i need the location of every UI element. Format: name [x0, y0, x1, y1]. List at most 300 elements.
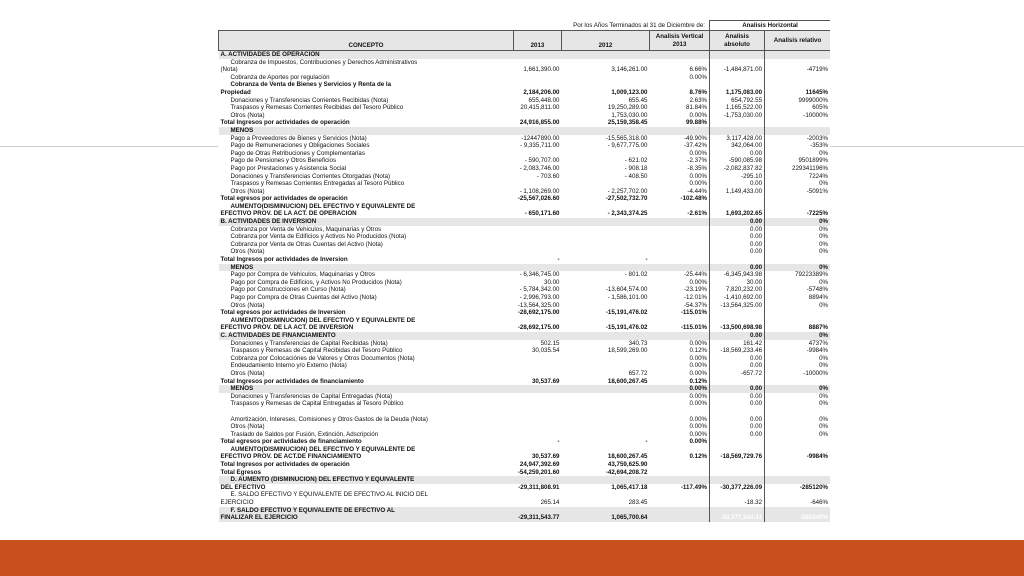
value-2012-cell [562, 279, 650, 287]
absolute-analysis-cell [710, 507, 765, 515]
value-2013-cell: -29,311,808.91 [518, 483, 560, 491]
absolute-analysis-cell [710, 119, 765, 127]
value-2012-cell: - 408.50 [624, 172, 648, 180]
concept-cell: Pago de Otras Retribuciones y Complementarias [230, 149, 365, 157]
value-2012-cell: - 621.02 [624, 157, 648, 165]
value-2012-cell: - 801.02 [624, 271, 648, 279]
relative-analysis-cell: 4737% [765, 340, 830, 348]
table-row [219, 385, 831, 393]
vertical-analysis-cell: 0.00% [650, 385, 710, 393]
relative-analysis-cell [765, 51, 830, 59]
value-2012-cell [562, 355, 650, 363]
concept-cell: Traspasos y Remesas Corrientes Recibidas del Tesoro Público [230, 104, 404, 112]
slide-divider-left [0, 146, 218, 147]
vertical-analysis-cell: -117.49% [680, 483, 708, 491]
value-2013-cell: 30,537.69 [531, 453, 560, 461]
vertical-analysis-cell [650, 408, 710, 416]
relative-analysis-cell: -353% [765, 142, 830, 150]
relative-analysis-cell: 229341196% [765, 165, 830, 173]
relative-analysis-cell: 0% [765, 355, 830, 363]
value-2012-cell [562, 127, 650, 135]
concept-cell: Donaciones y Transferencias de Capital Entregadas (Nota) [230, 392, 393, 400]
vertical-analysis-cell [650, 203, 710, 211]
relative-analysis-cell: 9501899% [765, 157, 830, 165]
value-2012-cell: 1,065,700.64 [562, 514, 650, 522]
period-header-row [219, 21, 831, 31]
absolute-analysis-cell: 0.00 [710, 248, 765, 256]
value-2013-cell [514, 74, 562, 82]
value-2012-cell: 18,600,267.45 [607, 377, 648, 385]
value-2012-cell: -15,565,318.00 [605, 134, 648, 142]
concept-cell: Donaciones y Transferencias Corrientes Recibidas (Nota) [230, 96, 389, 104]
concept-cell: Propiedad [220, 88, 251, 96]
absolute-analysis-cell: 1,693,202.65 [710, 210, 765, 218]
value-2013-cell [514, 233, 562, 241]
value-2013-cell [514, 59, 562, 67]
relative-analysis-cell: -9984% [765, 347, 830, 355]
vertical-analysis-cell [650, 332, 710, 340]
relative-analysis-cell: -5091% [765, 188, 830, 196]
relative-analysis-cell [765, 507, 830, 515]
relative-analysis-cell [765, 461, 830, 469]
value-2013-cell: 655,448.00 [528, 96, 560, 104]
absolute-analysis-cell: 161.42 [710, 340, 765, 348]
absolute-analysis-cell [710, 127, 765, 135]
value-2013-cell: - [557, 438, 560, 446]
concept-cell: Total egresos por actividades de operación [220, 195, 348, 203]
absolute-analysis-cell: 342,064.00 [710, 142, 765, 150]
relative-analysis-cell: -10000% [765, 112, 830, 120]
table-row [219, 514, 831, 522]
value-2013-cell: - 9,335,711.00 [520, 142, 560, 150]
vertical-analysis-cell: -115.01% [680, 309, 708, 317]
vertical-analysis-cell: -23.19% [683, 286, 708, 294]
value-2012-cell: - 2,257,702.00 [607, 187, 648, 195]
absolute-analysis-cell: -13,500,698.98 [710, 324, 765, 332]
concept-cell: EFECTIVO PROV. DE LA ACT. DE INVERSION [220, 324, 354, 332]
relative-analysis-cell: -285045% [765, 514, 830, 522]
vertical-analysis-cell: -8.35% [687, 164, 708, 172]
concept-cell: Otros (Nota) [230, 369, 265, 377]
concept-cell: (Nota) [220, 66, 238, 74]
value-2013-cell: - 5,784,342.00 [519, 286, 560, 294]
table-row [219, 142, 831, 150]
vertical-analysis-cell: 0.00% [689, 149, 708, 157]
absolute-analysis-cell [710, 195, 765, 203]
absolute-analysis-cell [710, 317, 765, 325]
vertical-analysis-cell [650, 476, 710, 484]
vertical-analysis-cell: 0.00% [689, 369, 708, 377]
table-row [219, 81, 831, 89]
value-2012-cell [562, 423, 650, 431]
value-2012-cell [562, 317, 650, 325]
vertical-analysis-cell: -49.90% [683, 134, 708, 142]
value-2012-cell [562, 362, 650, 370]
value-2012-cell [562, 241, 650, 249]
value-2013-cell: -12447890.00 [521, 134, 560, 142]
value-2013-cell: - 1,108,269.00 [519, 187, 560, 195]
absolute-analysis-cell: 0.00 [710, 362, 765, 370]
table-row [219, 453, 831, 461]
concept-cell: Pago de Remuneraciones y Obligaciones Sociales [230, 142, 370, 150]
value-2013-cell: -54,259,201.60 [517, 468, 560, 476]
table-row [219, 469, 831, 477]
table-row [219, 226, 831, 234]
table-row [219, 119, 831, 127]
value-2013-cell [514, 446, 562, 454]
vertical-analysis-cell: 0.00% [689, 111, 708, 119]
concept-cell: D. AUMENTO (DISMINUCION) DEL EFECTIVO Y EQUIVALENTE [219, 476, 514, 484]
table-row [219, 51, 831, 59]
concept-cell: C. ACTIVIDADES DE FINANCIAMIENTO [219, 332, 514, 340]
value-2012-cell: 19,250,289.00 [607, 104, 648, 112]
absolute-analysis-cell: -18,569,729.76 [710, 453, 765, 461]
concept-cell: Pago por Compra de Otras Cuentas del Activo (Nota) [230, 294, 377, 301]
value-2013-cell [514, 476, 562, 484]
relative-analysis-cell: 7224% [765, 173, 830, 181]
concept-cell: Total Ingresos por actividades de operación [220, 461, 350, 469]
vertical-analysis-cell: 0.00% [689, 362, 708, 370]
value-2013-cell: -29,311,543.77 [514, 514, 562, 522]
table-row [219, 203, 831, 211]
absolute-analysis-cell: 0.00 [710, 431, 765, 439]
vertical-analysis-cell [650, 514, 710, 522]
vertical-analysis-cell: 0.00% [689, 278, 708, 286]
absolute-analysis-cell: 0.00 [710, 150, 765, 158]
absolute-analysis-cell: 0.00 [710, 423, 765, 431]
value-2013-cell: 30,537.69 [531, 377, 560, 385]
value-2013-cell [514, 408, 562, 416]
vertical-analysis-cell [650, 499, 710, 507]
concept-cell: Cobranza de Impuestos, Contribuciones y Derechos Administrativos [230, 58, 418, 66]
value-2013-cell: 502.15 [540, 339, 560, 347]
value-2012-cell [562, 150, 650, 158]
relative-analysis-cell: -7225% [765, 210, 830, 218]
value-2013-cell [514, 81, 562, 89]
absolute-analysis-cell: -1,753,030.00 [710, 112, 765, 120]
relative-analysis-cell: 0% [765, 302, 830, 310]
absolute-analysis-cell [710, 309, 765, 317]
concept-cell: AUMENTO(DISMINUCION) DEL EFECTIVO Y EQUIVALENTE DE [230, 202, 416, 210]
value-2012-cell [562, 416, 650, 424]
concept-cell: FINALIZAR EL EJERCICIO [219, 514, 514, 522]
relative-analysis-cell: 0% [765, 393, 830, 401]
table-row [219, 340, 831, 348]
table-row [219, 294, 831, 302]
table-row [219, 324, 831, 332]
relative-analysis-cell: 0% [765, 431, 830, 439]
vertical-analysis-cell: -12.01% [683, 294, 708, 301]
relative-analysis-cell: 0% [765, 362, 830, 370]
concept-cell: Otros (Nota) [230, 301, 265, 309]
absolute-analysis-cell [710, 51, 765, 59]
value-2012-cell: -15,191,476.02 [605, 324, 648, 332]
vertical-analysis-cell: 2.63% [689, 96, 708, 104]
table-row [219, 400, 831, 408]
value-2012-cell: - 1,586,101.00 [607, 294, 648, 301]
absolute-analysis-cell [710, 469, 765, 477]
value-2013-cell [514, 393, 562, 401]
relative-analysis-cell: 0% [765, 416, 830, 424]
value-2013-cell: - 6,346,745.00 [519, 271, 560, 279]
vertical-analysis-cell: 0.00% [689, 438, 708, 446]
concept-cell: AUMENTO(DISMINUCION) DEL EFECTIVO Y EQUIVALENTE DE [230, 316, 416, 324]
value-2013-cell: 2,184,206.00 [523, 88, 560, 96]
value-2012-cell: -42,694,208.72 [605, 468, 648, 476]
relative-analysis-cell: 0% [765, 385, 830, 393]
col-header-vertical: Analisis Vertical 2013 [650, 31, 710, 51]
table-row [219, 157, 831, 165]
table-row [219, 264, 831, 272]
absolute-analysis-cell: 0.00 [710, 332, 765, 340]
table-row [219, 180, 831, 188]
concept-cell: Donaciones y Transferencias de Capital Recibidas (Nota) [230, 339, 388, 347]
value-2012-cell [562, 476, 650, 484]
absolute-analysis-cell: 1,165,522.00 [710, 104, 765, 112]
absolute-analysis-cell: -1,410,692.00 [710, 294, 765, 302]
vertical-analysis-cell [650, 226, 710, 234]
cash-flow-table [218, 20, 830, 522]
table-row [219, 150, 831, 158]
value-2013-cell [514, 370, 562, 378]
table-row [219, 66, 831, 74]
value-2012-cell: - 2,343,374.25 [607, 210, 648, 218]
concept-cell: Otros (Nota) [230, 423, 265, 431]
absolute-analysis-cell: -657.72 [710, 370, 765, 378]
absolute-analysis-cell: -2,082,837.82 [710, 165, 765, 173]
value-2013-cell [514, 317, 562, 325]
table-row [219, 491, 831, 499]
concept-cell: Traslado de Saldos por Fusión, Extinción, Adscripción [230, 430, 379, 438]
table-row [219, 241, 831, 249]
relative-analysis-cell: 8894% [765, 294, 830, 302]
col-header-concept: CONCEPTO [219, 31, 514, 51]
table-row [219, 233, 831, 241]
absolute-analysis-cell: 3,117,428.00 [710, 135, 765, 143]
concept-cell: Pago de Pensiones y Otros Beneficios [230, 157, 337, 165]
value-2013-cell: -25,567,026.60 [517, 195, 560, 203]
concept-cell: Pago por Compra de Edificios, y Activos No Producidos (Nota) [230, 278, 402, 286]
table-row [219, 507, 831, 515]
value-2013-cell [514, 400, 562, 408]
table-row [219, 499, 831, 507]
table-row [219, 218, 831, 226]
absolute-analysis-cell [710, 59, 765, 67]
value-2012-cell [562, 408, 650, 416]
absolute-analysis-cell: 30.00 [710, 279, 765, 287]
relative-analysis-cell [765, 256, 830, 264]
value-2013-cell: - 2,083,746.00 [519, 164, 560, 172]
vertical-analysis-cell: 0.00% [689, 430, 708, 438]
value-2013-cell [514, 226, 562, 234]
absolute-analysis-cell: 0.00 [710, 226, 765, 234]
vertical-analysis-cell: 0.12% [689, 377, 708, 385]
vertical-analysis-cell: 0.00% [689, 392, 708, 400]
vertical-analysis-cell: -115.01% [680, 324, 708, 332]
table-row [219, 188, 831, 196]
table-row [219, 446, 831, 454]
absolute-analysis-cell [710, 378, 765, 386]
table-row [219, 195, 831, 203]
value-2012-cell: -27,502,732.70 [605, 195, 648, 203]
value-2013-cell [514, 332, 562, 340]
relative-analysis-cell [765, 438, 830, 446]
concept-cell: MENOS [219, 385, 514, 393]
table-row [219, 416, 831, 424]
concept-cell: Total Ingresos por actividades de Inversion [220, 256, 348, 264]
table-row [219, 248, 831, 256]
vertical-analysis-cell: 0.00% [689, 172, 708, 180]
value-2012-cell [562, 180, 650, 188]
vertical-analysis-cell: -25.44% [683, 271, 708, 279]
absolute-analysis-cell: 0.00 [710, 241, 765, 249]
absolute-analysis-cell: 0.00 [710, 233, 765, 241]
concept-cell: EFECTIVO PROV. DE LA ACT. DE OPERACION [220, 210, 357, 218]
table-row [219, 173, 831, 181]
relative-analysis-cell: -285120% [765, 484, 830, 492]
vertical-analysis-cell: 8.76% [689, 88, 708, 96]
vertical-analysis-cell [650, 264, 710, 272]
relative-analysis-cell [765, 195, 830, 203]
absolute-analysis-cell: -1,484,871.00 [710, 66, 765, 74]
table-row [219, 332, 831, 340]
value-2013-cell: 24,916,855.00 [519, 119, 560, 127]
vertical-analysis-cell: -2.61% [687, 210, 708, 218]
absolute-analysis-cell [710, 446, 765, 454]
value-2012-cell [562, 226, 650, 234]
value-2012-cell: - 9,677,775.00 [607, 142, 648, 150]
concept-cell: Pago por Prestaciones y Asistencia Social [230, 164, 347, 172]
vertical-analysis-cell: -2.37% [687, 157, 708, 165]
concept-cell: Total Ingresos por actividades de financiamiento [220, 377, 364, 385]
relative-analysis-cell: 0% [765, 226, 830, 234]
value-2012-cell [562, 302, 650, 310]
col-header-relative: Analisis relativo [765, 31, 830, 51]
value-2012-cell [562, 400, 650, 408]
value-2013-cell [514, 248, 562, 256]
concept-cell: DEL EFECTIVO [220, 483, 266, 491]
relative-analysis-cell: 0% [765, 264, 830, 272]
value-2012-cell: - [645, 256, 648, 264]
value-2012-cell [562, 248, 650, 256]
value-2012-cell [562, 81, 650, 89]
table-row [219, 431, 831, 439]
value-2013-cell [514, 507, 562, 515]
vertical-analysis-cell [650, 233, 710, 241]
value-2012-cell: 18,600,267.45 [607, 453, 648, 461]
absolute-analysis-cell: 0.00 [710, 355, 765, 363]
relative-analysis-cell: -5748% [765, 286, 830, 294]
table-row [219, 210, 831, 218]
value-2013-cell: - 590,707.00 [524, 157, 560, 165]
slide-footer-band [0, 540, 1024, 576]
absolute-analysis-cell: 0.00 [710, 416, 765, 424]
vertical-analysis-cell: 0.00% [689, 73, 708, 81]
concept-cell: Otros (Nota) [230, 187, 265, 195]
concept-cell: MENOS [219, 264, 514, 272]
concept-cell: Amortización, Intereses, Comisiones y Otros Gastos de la Deuda (Nota) [230, 415, 428, 423]
value-2012-cell: 18,599,269.00 [607, 347, 648, 355]
relative-analysis-cell [765, 408, 830, 416]
relative-analysis-cell: -9984% [765, 453, 830, 461]
vertical-analysis-cell [650, 469, 710, 477]
table-row [219, 127, 831, 135]
table-row [219, 438, 831, 446]
absolute-analysis-cell: -13,564,325.00 [710, 302, 765, 310]
value-2012-cell: 3,146,261.00 [611, 66, 648, 74]
absolute-analysis-cell: -18,569,233.46 [710, 347, 765, 355]
table-row [219, 74, 831, 82]
concept-cell: Total Egresos [220, 468, 261, 476]
absolute-analysis-cell: 1,175,083.00 [710, 89, 765, 97]
vertical-analysis-cell: 0.12% [689, 347, 708, 355]
concept-cell [219, 408, 514, 416]
table-row [219, 112, 831, 120]
value-2012-cell: - 908.18 [624, 164, 648, 172]
value-2013-cell [514, 431, 562, 439]
absolute-analysis-cell [710, 81, 765, 89]
concept-cell: Cobranza de Venta de Bienes y Servicios y Renta de la [230, 81, 392, 89]
vertical-analysis-cell: 0.00% [689, 354, 708, 362]
value-2012-cell: 1,009,123.00 [611, 88, 648, 96]
absolute-analysis-cell [710, 461, 765, 469]
vertical-analysis-cell [650, 127, 710, 135]
vertical-analysis-cell: 0.00% [689, 180, 708, 188]
table-row [219, 135, 831, 143]
absolute-analysis-cell: -590,085.98 [710, 157, 765, 165]
table-row [219, 165, 831, 173]
vertical-analysis-cell [650, 461, 710, 469]
value-2013-cell [514, 385, 562, 393]
concept-cell: Traspasos y Remesas Corrientes Entregadas al Tesoro Público [230, 180, 405, 188]
vertical-analysis-cell [650, 248, 710, 256]
concept-cell: Cobranza por Colocaciónes de Valores y Otros Documentos (Nota) [230, 354, 415, 362]
vertical-analysis-cell: 0.00% [689, 339, 708, 347]
value-2012-cell: 657.72 [628, 369, 648, 377]
value-2013-cell: 265.14 [540, 499, 560, 507]
value-2012-cell: 25,159,358.45 [607, 119, 648, 127]
absolute-analysis-cell: 0.00 [710, 385, 765, 393]
relative-analysis-cell [765, 59, 830, 67]
vertical-analysis-cell [650, 317, 710, 325]
relative-analysis-cell: 0% [765, 150, 830, 158]
value-2013-cell [514, 150, 562, 158]
relative-analysis-cell: 0% [765, 423, 830, 431]
value-2013-cell [514, 491, 562, 499]
value-2012-cell: 1,065,417.18 [611, 483, 648, 491]
absolute-analysis-cell: 0.00 [710, 400, 765, 408]
table-row [219, 423, 831, 431]
table-row [219, 408, 831, 416]
relative-analysis-cell: 0% [765, 400, 830, 408]
value-2013-cell: -13,564,325.00 [517, 301, 560, 309]
value-2013-cell: 1,661,390.00 [523, 66, 560, 74]
absolute-analysis-cell [710, 491, 765, 499]
table-row [219, 59, 831, 67]
concept-cell: Pago a Proveedores de Bienes y Servicios (Nota) [230, 134, 367, 142]
absolute-analysis-cell [710, 438, 765, 446]
value-2012-cell [562, 233, 650, 241]
vertical-analysis-cell [650, 256, 710, 264]
absolute-analysis-cell: 0.00 [710, 393, 765, 401]
value-2012-cell: 1,753,030.00 [611, 111, 648, 119]
relative-analysis-cell: 0% [765, 180, 830, 188]
relative-analysis-cell: -10000% [765, 370, 830, 378]
table-row [219, 347, 831, 355]
value-2012-cell: -15,191,476.02 [605, 309, 648, 317]
table-row [219, 362, 831, 370]
vertical-analysis-cell [650, 59, 710, 67]
